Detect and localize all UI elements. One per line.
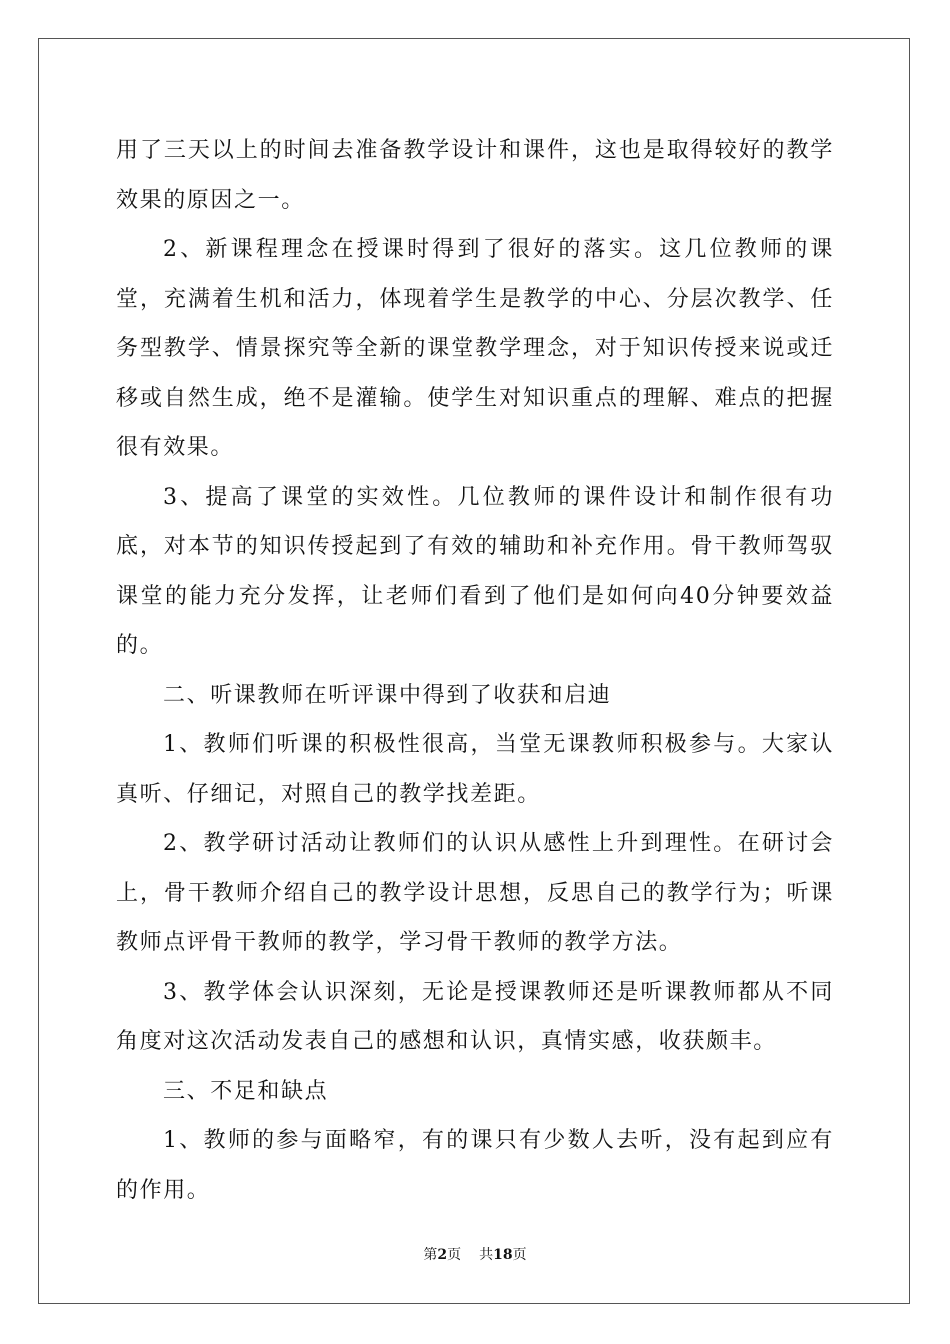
page-prefix: 第: [423, 1247, 438, 1263]
paragraph-1: 用了三天以上的时间去准备教学设计和课件，这也是取得较好的教学效果的原因之一。: [116, 138, 834, 213]
paragraph-2: 2、新课程理念在授课时得到了很好的落实。这几位教师的课堂，充满着生机和活力，体现着学生是教学的中心、分层次教学、任务型教学、情景探究等全新的课堂教学理念，对于知识传授来说或迁移或自然生成，绝不是灌输。使学生对知识重点的理解、难点的把握很有效果。: [116, 237, 834, 460]
paragraph-5: 2、教学研讨活动让教师们的认识从感性上升到理性。在研讨会上，骨干教师介绍自己的教学设计思想，反思自己的教学行为；听课教师点评骨干教师的教学，学习骨干教师的教学方法。: [116, 831, 834, 955]
total-pages: 18: [493, 1247, 513, 1263]
page-number: 2: [437, 1247, 448, 1263]
paragraph-3: 3、提高了课堂的实效性。几位教师的课件设计和制作很有功底，对本节的知识传授起到了有效的辅助和补充作用。骨干教师驾驭课堂的能力充分发挥，让老师们看到了他们是如何向40分钟要效益的。: [116, 484, 834, 658]
section-heading-2: 二、听课教师在听评课中得到了收获和启迪: [163, 682, 612, 708]
total-suffix: 页: [512, 1247, 527, 1263]
section-heading-3: 三、不足和缺点: [163, 1078, 329, 1104]
document-body: [116, 126, 834, 1215]
paragraph-4: 1、教师们听课的积极性很高，当堂无课教师积极参与。大家认真听、仔细记，对照自己的教学找差距。: [116, 732, 834, 807]
page-suffix: 页: [447, 1247, 462, 1263]
paragraph-6: 3、教学体会认识深刻，无论是授课教师还是听课教师都从不同角度对这次活动发表自己的感想和认识，真情实感，收获颇丰。: [116, 979, 834, 1054]
total-prefix: 共: [479, 1247, 494, 1263]
page-footer: [0, 1245, 950, 1265]
paragraph-7: 1、教师的参与面略窄，有的课只有少数人去听，没有起到应有的作用。: [116, 1128, 834, 1203]
